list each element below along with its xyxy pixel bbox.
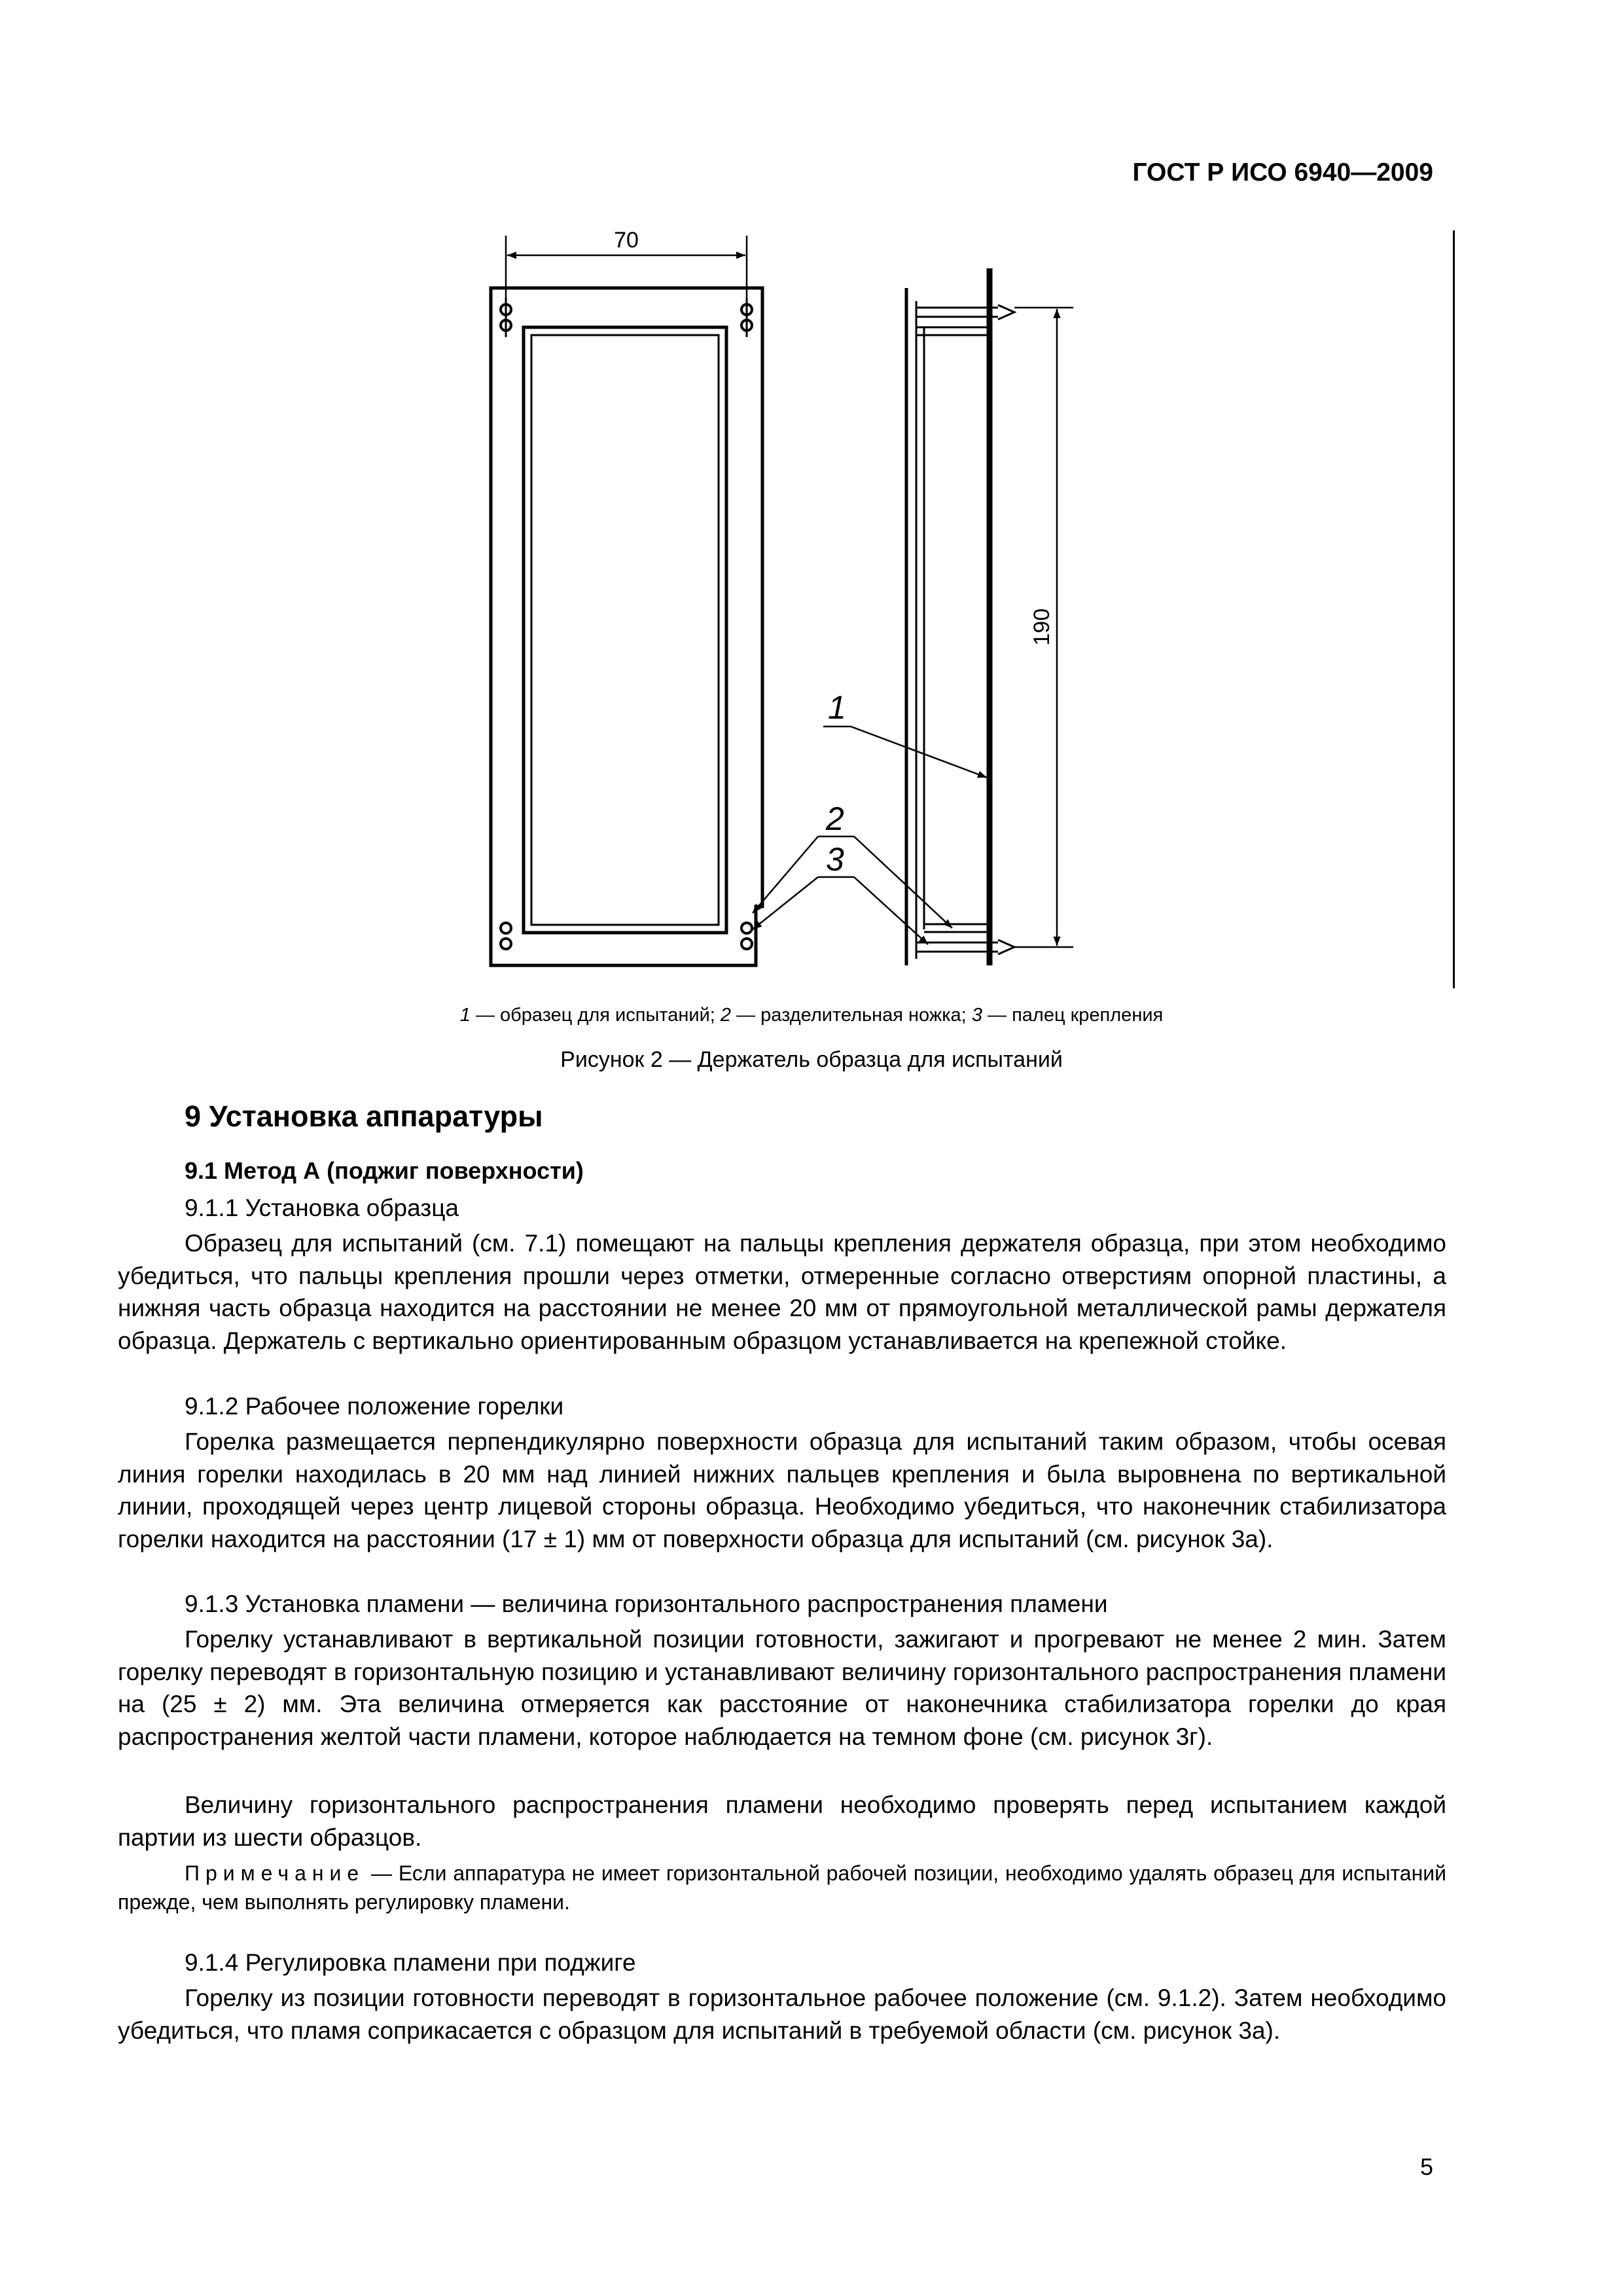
bottom-right-pins <box>741 923 752 949</box>
dimension-height-label: 190 <box>1029 608 1054 646</box>
clause-9-1-2-title: 9.1.2 Рабочее положение горелки <box>185 1393 564 1420</box>
figure-legend: 1 — образец для испытаний; 2 — разделительная ножка; 3 — палец крепления <box>459 1005 1164 1026</box>
side-bottom-pin <box>916 924 1014 954</box>
callout-leader-1 <box>851 726 987 778</box>
page-number: 5 <box>1419 2153 1433 2180</box>
clause-9-1-3-title: 9.1.3 Установка пламени — величина горизонтального распространения пламени <box>185 1590 1108 1617</box>
holder-inner-window <box>524 327 726 933</box>
holder-frame-outline <box>491 288 762 965</box>
margin-rule <box>1453 230 1455 988</box>
clause-9-1-1-text: Образец для испытаний (см. 7.1) помещают на пальцы крепления держателя образца, при этом необходимо убедиться, что пальцы крепления прошли через отметки, отмеренные согласно отверстиям опорной пластины, а нижняя часть образца находится на расстоянии не менее 20 мм от прямоугольной металлической рамы держателя образца. Держатель с вертикально ориентированным образцом устанавливается на крепежной стойке. <box>118 1230 1446 1354</box>
top-right-pins <box>741 298 752 337</box>
clause-9-1-4-title: 9.1.4 Регулировка пламени при поджиге <box>185 1949 636 1976</box>
callout-leader-3 <box>753 877 818 929</box>
top-left-pins <box>501 298 511 337</box>
section-heading: 9 Установка аппаратуры <box>185 1100 543 1133</box>
clause-9-1-1-title: 9.1.1 Установка образца <box>185 1194 459 1221</box>
clause-9-1-4-text: Горелку из позиции готовности переводят в горизонтальное рабочее положение (см. 9.1.2). Затем необходимо убедиться, что пламя соприкасается с образцом для испытаний в требуемой области (см. рисунок 3а). <box>118 1984 1446 2044</box>
bottom-left-pins <box>501 923 511 949</box>
note-paragraph: Примечание — Если аппаратура не имеет горизонтальной рабочей позиции, необходимо удалять образец для испытаний прежде, чем выполнять регулировку пламени. <box>118 1861 1446 1914</box>
callout-label-2: 2 <box>826 800 844 837</box>
clause-9-1-2-text: Горелка размещается перпендикулярно поверхности образца для испытаний таким образом, чтобы осевая линия горелки находилась в 20 мм над линией нижних пальцев крепления и была выровнена по вертикальной линии, проходящей через центр лицевой стороны образца. Необходимо убедиться, что наконечник стабилизатора горелки находится на расстоянии (17 ± 1) мм от поверхности образца для испытаний (см. рисунок 3а). <box>118 1428 1446 1552</box>
callout-label-3: 3 <box>826 841 844 878</box>
clause-9-1-3-text: Горелку устанавливают в вертикальной позиции готовности, зажигают и прогревают не менее 2 мин. Затем горелку переводят в горизонтальную позицию и устанавливают величину горизонтального распространения пламени на (25 ± 2) мм. Эта величина отмеряется как расстояние от наконечника стабилизатора горелки до края распространения желтой части пламени, которое наблюдается на темном фоне (см. рисунок 3г). <box>118 1626 1446 1750</box>
callout-label-1: 1 <box>828 689 846 726</box>
document-id-header: ГОСТ Р ИСО 6940—2009 <box>1132 158 1433 187</box>
figure-title: Рисунок 2 — Держатель образца для испытаний <box>560 1047 1063 1072</box>
clause-9-1-3-text-2: Величину горизонтального распространения пламени необходимо проверять перед испытанием каждой партии из шести образцов. <box>118 1791 1446 1851</box>
dimension-width-label: 70 <box>614 228 639 253</box>
side-top-pin <box>916 305 1014 335</box>
callout-leader-2 <box>753 836 818 913</box>
subsection-heading: 9.1 Метод А (поджиг поверхности) <box>185 1157 584 1184</box>
